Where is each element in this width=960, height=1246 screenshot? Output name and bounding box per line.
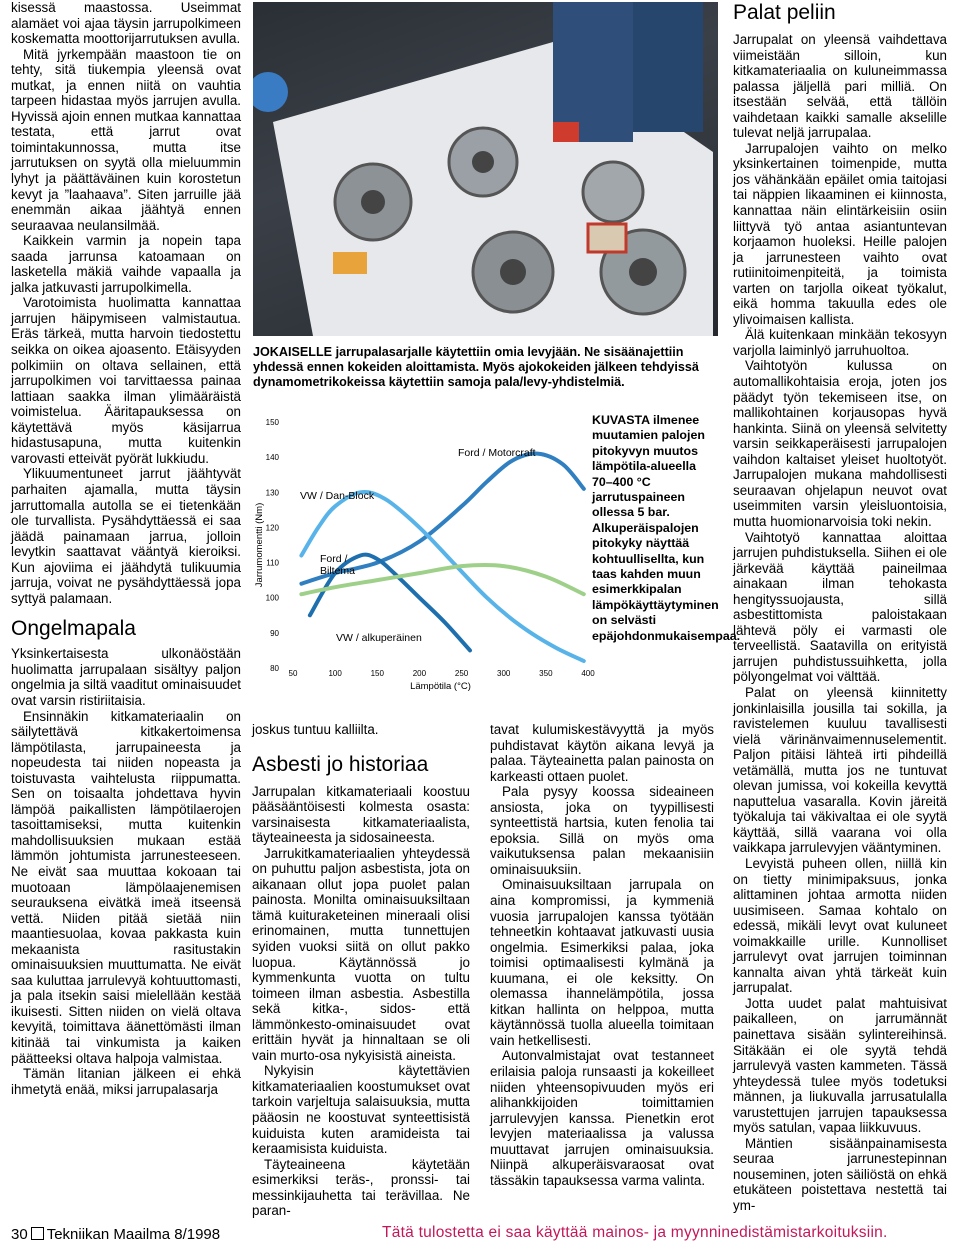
- compressor: [253, 72, 288, 112]
- article-column-2: [252, 722, 470, 1219]
- paragraph: Nykyisin käytettävien kitkamateriaalien koostumukset ovat tarkoin varjeltuja salaisuuksia, mutta pääosin ne koostuvat synteettisistä kuiduista kuten aramideista tai keraamisista kuiduista.: [252, 1063, 470, 1157]
- x-tick-label: 350: [539, 669, 553, 678]
- brake-disc-hub: [500, 259, 526, 285]
- paragraph: Älä kuitenkaan minkään tekosyyn varjolla laiminlyö jarruhuoltoa.: [733, 327, 947, 358]
- section-heading: Asbesti jo historiaa: [252, 752, 429, 776]
- paragraph: Ominaisuuksiltaan jarrupala on aina kompromissi, ja kymmeniä vuosia jarrupalojen kanssa työtään tehneetkin kohtaavat jatkuvasti uusia ongelmia. Esimerkiksi palaa, joka toimisi optimaalisesti kylmänä ja kuumana, ei ole keksitty. On olemassa ihannelämpötila, jossa kitkan hallinta on helppoa, mutta käytännössä tuolla alueella toimitaan vain hetkellisesti.: [490, 877, 714, 1048]
- paragraph: Ylikuumentuneet jarrut jäähtyvät parhaiten ajamalla, mutta täysin jarruttomalla autolla se ei tietenkään ole turvallista. Pysähdyttäessä ei saa jäädä painamaan jarrua, jolloin levytkin saattavat vääntyä kieroiksi. Kun ajoviima ei jäähdytä tulikuumia jarruja, voivat ne pysähdyttäessä jopa syttyä palamaan.: [11, 466, 241, 606]
- brake-pad-box: [588, 224, 626, 252]
- paragraph: Jarrupalan kitkamateriaali koostuu pääsääntöisesti kolmesta osasta: varsinaisesta kitkamateriaalista, täyteaineesta ja sidosaineesta.: [252, 783, 470, 846]
- y-tick-label: 120: [265, 523, 279, 533]
- paragraph: Tämän litanian jälkeen ei ehkä ihmetytä enää, miksi jarrupalasarja: [11, 1066, 241, 1097]
- paragraph: Autonvalmistajat ovat testanneet erilaisia paloja runsaasti ja kokeilleet niiden yhteensopivuuden myös eri alihankkijoiden toimittamien jarrulevyjen kanssa. Pienetkin erot levyjen materiaalissa ja valussa muuttavat jarrujen ominaisuuksia. Niinpä alkuperäisvaraosat ovat tässäkin tapauksessa varma valinta.: [490, 1048, 714, 1188]
- usage-notice: Tätä tulostetta ei saa käyttää mainos- ja myynninedistämistarkoituksiin.: [382, 1224, 888, 1241]
- series-label: Ford / Motorcraft: [458, 447, 536, 459]
- section-heading: Palat peliin: [733, 1, 836, 24]
- x-tick-label: 300: [497, 669, 511, 678]
- brake-disc-hub: [361, 190, 385, 214]
- tool: [553, 122, 579, 142]
- y-tick-label: 150: [265, 418, 279, 427]
- chart-svg: [248, 410, 598, 698]
- y-tick-label: 110: [266, 558, 279, 568]
- y-tick-label: 90: [270, 628, 279, 638]
- paragraph: Varotoimista huolimatta kannattaa jarrujen häipymiseen valmistautua. Eräs tärkeä, mutta harvoin tiedostettu seikka on oikea ajoasento. Etäisyyden polkimiin on oltava sellainen, että jarrupolkimen voi tarvittaessa painaa lattiaan saakka ilman ylimääräistä voimistelua. Ääritapauksessa on käytettävä myös käsijarrua hidastusapuna, mutta kuitenkin varovasti etteivät pyörät lukkiudu.: [11, 295, 241, 466]
- series-label: Biltema: [320, 565, 356, 577]
- x-tick-label: 200: [412, 669, 427, 678]
- paragraph: Levyistä puheen ollen, niillä kin on tietty minimipaksuus, jonka alittaminen johtaa armotta niiden uusimiseen. Samaa kohtalo on edessä, mikäli levyt ovat kuluneet voimakkaille urille. Kunnolliset jarrulevyt ovat jarrujen toiminnan kannalta aivan yhtä tärkeät kuin jarrupalat.: [733, 855, 947, 996]
- worker-legs: [553, 2, 633, 142]
- brake-disc-hub: [472, 151, 494, 173]
- chart-sidebar-text: KUVASTA ilmenee muutamien palojen pitokyvyn muutos lämpötila-alueella 70–400 °C jarrutuspaineen ollessa 5 bar. Alkuperäispalojen pitokyky näyttää kohtuullisellta, kun taas kahden muun esimerkkipalan lämpökäyttäytyminen on selvästi epäjohdonmukaisempaa.: [592, 413, 741, 643]
- y-tick-label: 80: [270, 664, 279, 673]
- paragraph: Jarrukitkamateriaalien yhteydessä on puhuttu paljon asbestista, jota on aikanaan ollut jopa puolet palan painosta. Monilta ominaisuuksiltaan tämä kuituraketeinen mineraali olisi erinomainen, mutta tunnettujen syiden vuoksi siitä on ollut pakko luopua. Käytännössä jo kymmenkunta vuotta on tultu toimeen ilman asbestia. Asbestilla sekä kitka-, sidos- että lämmönkesto-ominaisuudet ovat erittäin hyvät ja hinnaltaan se oli vain murto-osa nykyisistä aineista.: [252, 845, 470, 1063]
- paragraph: Vaihtotyö kannattaa aloittaa jarrujen puhdistuksella. Siihen ei ole järkevää käyttää paineilmaa ainakaan ilman tehokasta hengityssuojausta, sillä asbestittomista paloistakaan lähtevä pöly ei varmasti ole terveellistä. Saatavilla on erityistä jarrujen puhdistussuihketta, jolla pölyongelmat voi välttää.: [733, 529, 947, 685]
- x-tick-label: 250: [454, 669, 469, 678]
- series-label: VW / Dan-Block: [300, 490, 375, 502]
- paragraph: kisessä maastossa. Useimmat alamäet voi ajaa täysin jarrupolkimeen koskematta moottorijarrutuksen avulla.: [11, 0, 241, 47]
- brake-torque-chart: [248, 410, 598, 698]
- y-tick-label: 140: [265, 453, 279, 463]
- paragraph: Mäntien sisäänpainamisesta seuraa jarrunestepinnan nouseminen, joten säiliöstä on ehkä etukäteen poistettava nestettä tai ym-: [733, 1135, 947, 1214]
- magazine-name: Tekniikan Maailma 8/1998: [46, 1226, 221, 1243]
- paragraph: Mitä jyrkempään maastoon tie on tehty, sitä tiukempia yleensä ovat mutkat, ja ennen niitä on vauhtia tarpeen hidastaa myös jarrujen avulla. Hyvissä ajoin ennen mutkaa kannattaa testata, että jarrut ovat toimintakunnossa, mutta itse jarrutuksen on syytä olla mieluummin lyhyt ja päättäväinen kuin korostetun kevyt ja ”laahaava”. Siten jarruille jää enemmän aikaa jäähtyä ennen seuraavaa neulansilmää.: [11, 46, 242, 233]
- worker-legs: [633, 2, 703, 132]
- paragraph: Yksinkertaisesta ulkonäöstään huolimatta jarrupalaan sisältyy paljon ongelmia ja siltä vaaditut ominaisuudet ovat varsin ristiriitaisia.: [11, 646, 242, 708]
- paragraph: Jotta uudet palat mahtuisivat paikalleen, on jarrumännät painettava sisään sylintereihinsä. Sitäkään ei ole syytä tehdä jarrulevyä vasten kammeten. Tässä yhteydessä tulee myös todetuksi männen, ja liukuvalla jarrusatulalla varustettujen jarrujen tapauksessa myös satulan, vapaa liikkuvuus.: [733, 995, 947, 1136]
- x-tick-label: 150: [370, 669, 384, 678]
- article-column-1: [11, 0, 241, 1097]
- y-axis-label: Jarrumomentti (Nm): [254, 502, 265, 588]
- y-tick-label: 100: [265, 593, 279, 603]
- y-tick-label: 130: [265, 488, 279, 498]
- brake-disc: [583, 162, 643, 222]
- article-column-4: [733, 0, 947, 1214]
- x-axis-label: Lämpötila (°C): [410, 681, 471, 692]
- x-tick-label: 400: [581, 669, 595, 678]
- page-number: 30: [11, 1226, 28, 1243]
- paragraph: joskus tuntuu kalliilta.: [252, 722, 379, 737]
- section-heading: Ongelmapala: [11, 617, 136, 641]
- paragraph: Palat on yleensä kiinnitetty jonkinlaisilla jousilla tai sokilla, ja ravistelemen kuuluu tavallisesti vielä värinänvaimennuselementit. Paljon pitäisi lähteä irti pihdeillä vetämällä, mutta jos ne tuntuvat olevan jumissa, voi kokeilla kevyttä naputtelua vasaralla. Kovin järeitä työkaluja tai väkivaltaa ei ole syytä käyttää, sillä vaarana voi olla vaikkapa jarrulevyjen vääntyminen.: [733, 684, 947, 856]
- paragraph: Pala pysyy koossa sideaineen ansiosta, joka on tyypillisesti synteettistä hartsia, kuten fenolia tai epoksia. Sillä on myös oma vaikutuksensa palan mekaanisiin ominaisuuksiin.: [490, 784, 714, 877]
- brake-pad-box: [333, 252, 367, 274]
- paragraph: Ensinnäkin kitkamateriaalin on säilytettävä kitkakertoimensa lämpötilasta, jarrupaineesta ja nopeudesta tai niiden nopeasta ja toistuvasta vaihtelusta riippumatta. Sen on toisaalta johdettava hyvin lämpöä paikallisten lämpötilaerojen tasoittamiseksi, mutta kuitenkin mahdollisuuksien mukaan estää lämmön johtumista jarrunesteeseen. Ne eivät saa muuttaa kokoaan tai muotoaan lämpölaajenemisen seurauksena eivätkä imeä itseensä vettä. Niiden pitää sietää niin maantiesuolaa, kovaa pakkasta kuin mekaanista rasitustakin ominaisuuksien muuttumatta. Ne eivät saa kuluttaa jarrulevyä kohtuuttomasti, ja pala itsekin saisi mielellään kestää ikuisesti. Sitten niiden on vielä oltava kevyitä, toimittava äänettömästi ilman kitinää tai vinkumista ja kaiken päätteeksi oltava halpoja valmistaa.: [11, 708, 241, 1066]
- paragraph: tavat kulumiskestävyyttä ja myös puhdistavat käytön aikana levyä ja palaa. Täyteainetta palan painosta on karkeasti ottaen puolet.: [490, 722, 714, 784]
- brake-disc-hub: [629, 258, 657, 286]
- square-icon: [31, 1227, 44, 1240]
- series-label: Ford /: [320, 553, 348, 565]
- paragraph: Jarrupalat on yleensä vaihdettava viimeistään silloin, kun kitkamateriaalia on kuluneimmassa palassa jäljellä pari milliä. On itsestään selvää, että tällöin vaihdetaan kaikki samalle akselille tulevat neljä jarrupalaa.: [733, 32, 947, 141]
- series-label: VW / alkuperäinen: [336, 632, 422, 644]
- x-tick-label: 100: [328, 669, 342, 678]
- paragraph: Kaikkein varmin ja nopein tapa saada jarrunsa katoamaan on lasketella mäkiä vaihde vapaalla ja jalka jatkuvasti jarrupolkimella.: [11, 233, 241, 295]
- x-tick-label: 50: [288, 669, 298, 678]
- page-footer: [11, 1226, 220, 1243]
- photo-illustration: [253, 2, 718, 336]
- brake-parts-photo: [253, 2, 718, 336]
- article-column-3: [490, 722, 714, 1188]
- paragraph: Täyteaineena käytetään esimerkiksi teräs-, pronssi- tai messinkijauhetta tai terävillaa. Ne paran-: [252, 1156, 470, 1219]
- paragraph: Vaihtotyön kulussa on automallikohtaisia eroja, joten jos päädyt työn tekemiseen itse, on mallikohtainen korjausopas hyvä hankinta. Siinä on yleensä selvitetty varsin seikkaperäisesti jarrupalojen vaihdon kaltaiset yleiset huoltotyöt. Jarrupalojen mukana mahdollisesti seuraavan ohjelapun neuvot ovat useimmiten varsin yleisluontoisia, mutta huomionarvoisia toki nekin.: [733, 358, 947, 529]
- photo-caption: JOKAISELLE jarrupalasarjalle käytettiin omia levyjään. Ne sisäänajettiin yhdessä ennen kokeiden aloittamista. Myös ajokokeiden jälkeen tehdyissä dynamometrikokeissa käytettiin samoja pala/levy-yhdistelmiä.: [253, 345, 699, 389]
- paragraph: Jarrupalojen vaihto on melko yksinkertainen toimenpide, mutta jos vähänkään epäilet omia taitojasi tai näppien likaaminen ei kiinnosta, kannattaa näin elintärkeisiin osiin liittyvä työ antaa asiantuntevan korjaamon huoleksi. Heille palojen ja jarrunesteen vaihto ovat rutiinitoimenpiteitä, ja toimista varten on tarjolla oikeat työkalut, eikä homma takuulla edes ole ylivoimaisen kallista.: [733, 140, 947, 327]
